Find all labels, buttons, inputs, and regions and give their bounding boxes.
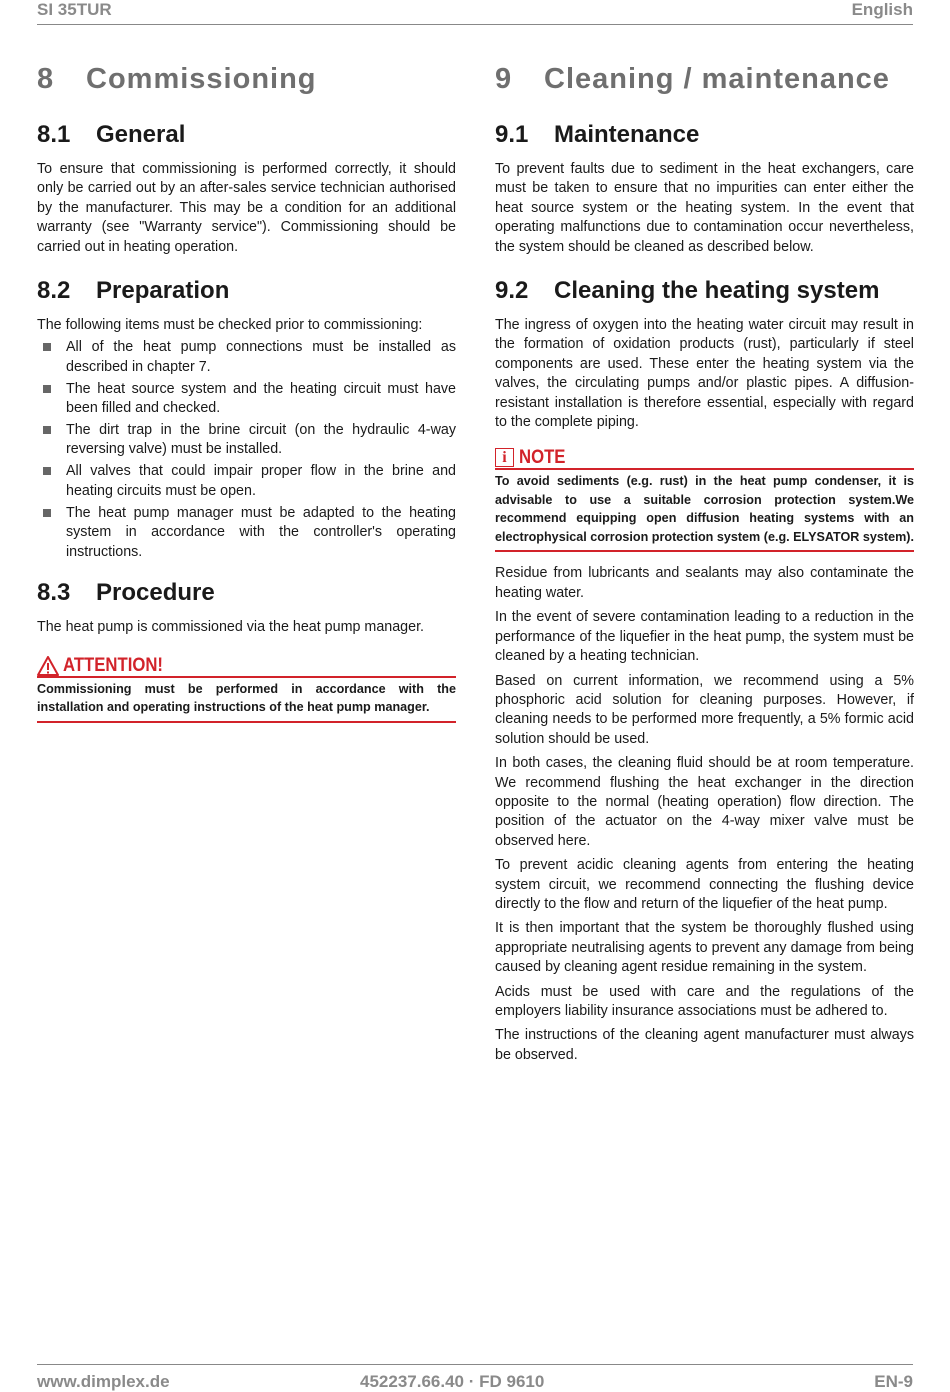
note-text: To avoid sediments (e.g. rust) in the heat pump condenser, it is advisable to use a suitable corrosion protection system.We recommend equipping open diffusion heating systems with an electrophysical corrosion protection system (e.g. ELYSATOR system). [495,470,914,552]
paragraph: In both cases, the cleaning fluid should be at room temperature. We recommend flushing the heat exchanger in the direction opposite to the normal (heating operation) flow direction. The position of the actuator on the 4-way mixer valve must be observed here. [495,755,914,849]
chapter-title: Commissioning [86,63,317,95]
section-number: 8.3 [37,579,71,607]
square-bullet-icon [43,343,51,351]
list-item: All of the heat pump connections must be installed as described in chapter 7. [37,338,456,377]
list-item: The dirt trap in the brine circuit (on the hydraulic 4-way reversing valve) must be installed. [37,421,456,460]
paragraph: The following items must be checked prior to commissioning: [37,317,423,334]
paragraph: Acids must be used with care and the regulations of the employers liability insurance associations must be adhered to. [495,983,914,1019]
header-product: SI 35TUR [37,0,112,19]
attention-text: Commissioning must be performed in accordance with the installation and operating instructions of the heat pump manager. [37,678,456,723]
section-heading [37,120,456,150]
note-box [495,446,914,552]
section-number: 9.2 [495,277,529,305]
paragraph: In the event of severe contamination leading to a reduction in the performance of the liquefier in the heat pump, the system must be cleaned by a heating technician. [495,609,914,665]
list-item: All valves that could impair proper flow in the brine and heating circuits must be open. [37,462,456,501]
paragraph: To prevent faults due to sediment in the heat exchangers, care must be taken to ensure that no impurities can enter either the heat source system or the heating system. In the event that operating malfunctions due to contamination occur nevertheless, the system should be cleaned as described below. [495,161,914,255]
note-label: NOTE [519,447,566,469]
chapter-heading [37,58,456,100]
paragraph: It is then important that the system be thoroughly flushed using appropriate neutralising agents to prevent any damage from being caused by cleaning agent residue remaining in the system. [495,920,914,976]
page-header [37,0,913,25]
section-number: 8.1 [37,121,71,148]
header-language: English [851,0,913,19]
attention-label: ATTENTION! [63,654,164,676]
list-item: The heat source system and the heating circuit must have been filled and checked. [37,380,456,419]
warning-triangle-icon [37,656,59,676]
paragraph: To ensure that commissioning is performed correctly, it should only be carried out by an after-sales service technician authorised by the manufacturer. This may be a condition for an additional warranty (see "Warranty service"). Commissioning should be carried out in heating operation. [37,161,456,255]
attention-box [37,654,456,723]
info-icon: i [495,448,514,467]
section-number: 9.1 [495,121,529,148]
square-bullet-icon [43,426,51,434]
section-title: Cleaning the heating system [554,277,880,305]
footer-website: www.dimplex.de [37,1372,170,1391]
chapter-number: 8 [37,63,55,95]
square-bullet-icon [43,509,51,517]
paragraph: To prevent acidic cleaning agents from entering the heating system circuit, we recommend connecting the flushing device directly to the flow and return of the liquefier of the heat pump. [495,857,914,912]
footer-document-number: 452237.66.40 · FD 9610 [360,1372,545,1391]
page-number: EN-9 [874,1372,913,1391]
section-heading [495,276,914,306]
page-footer [37,1364,913,1391]
paragraph: The heat pump is commissioned via the heat pump manager. [37,619,425,636]
paragraph: Based on current information, we recommend using a 5% phosphoric acid solution for cleaning purposes. However, if cleaning needs to be performed more frequently, a 5% formic acid solution should be used. [495,672,914,747]
section-title: Maintenance [554,121,700,148]
left-column [37,58,456,741]
section-heading [495,120,914,150]
chapter-title: Cleaning / maintenance [544,63,890,95]
section-number: 8.2 [37,277,71,305]
section-heading [37,578,456,608]
right-column [495,58,914,1070]
square-bullet-icon [43,385,51,393]
paragraph: The instructions of the cleaning agent manufacturer must always be observed. [495,1027,914,1063]
paragraph: Residue from lubricants and sealants may also contaminate the heating water. [495,565,914,601]
checklist [37,338,456,561]
section-title: Preparation [96,277,230,305]
chapter-number: 9 [495,63,513,95]
square-bullet-icon [43,467,51,475]
section-title: Procedure [96,579,215,607]
section-heading [37,276,456,306]
section-title: General [96,121,186,148]
paragraph: The ingress of oxygen into the heating water circuit may result in the formation of oxidation products (rust), particularly if steel components are used. These enter the heating system via the valves, the circulating pumps and/or plastic pipes. A diffusion-resistant installation is therefore essential, especially with regard to the complete piping. [495,317,914,431]
list-item: The heat pump manager must be adapted to the heating system in accordance with the controller's operating instructions. [37,504,456,562]
chapter-heading [495,58,914,100]
